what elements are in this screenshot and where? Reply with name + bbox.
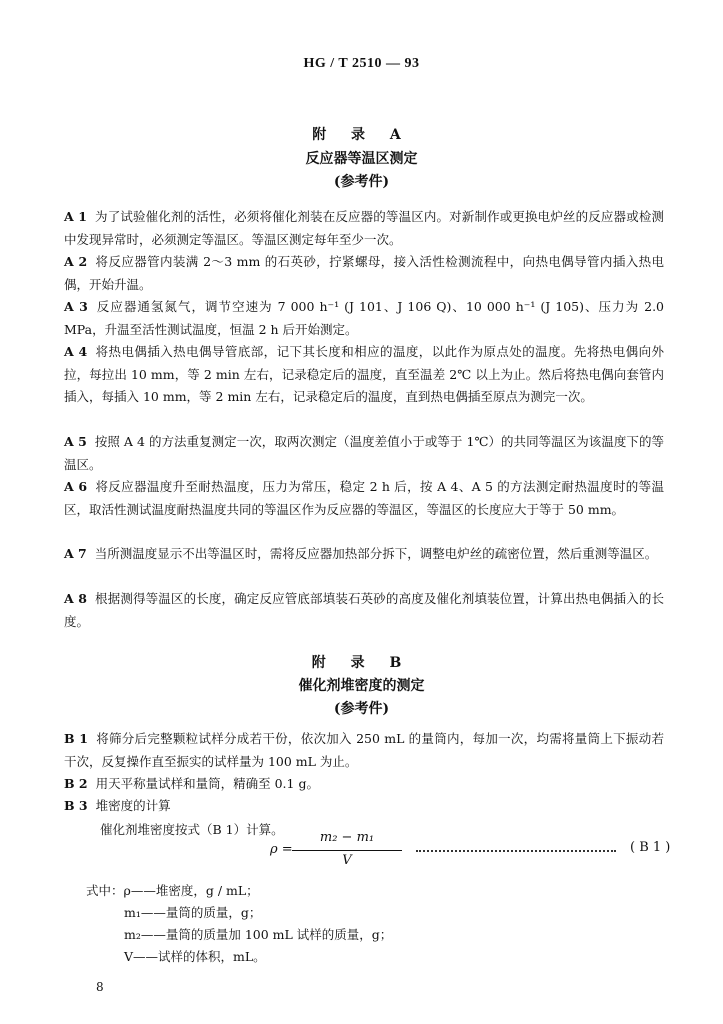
calc-line: 催化剂堆密度按式（B 1）计算。 (100, 822, 284, 837)
formula-fraction (292, 830, 402, 868)
para-label: A 6 (64, 479, 88, 494)
variable-list (86, 880, 392, 968)
para-b2 (64, 773, 664, 796)
para-label: B 1 (64, 731, 88, 746)
para-text: 堆密度的计算 (95, 798, 171, 813)
formula-b1 (270, 830, 680, 870)
page-header: HG / T 2510 — 93 (303, 56, 420, 71)
para-a1 (64, 206, 664, 251)
appendix-b-title: 附 录 B (311, 655, 412, 671)
variable-row: m₁——量筒的质量，g； (124, 905, 262, 920)
page-number: 8 (96, 980, 104, 994)
appendix-a-subtitle: 反应器等温区测定 (305, 151, 418, 167)
para-a6 (64, 476, 664, 521)
para-text: 将反应器温度升至耐热温度，压力为常压，稳定 2 h 后，按 A 4、A 5 的方法测定耐热温度时的等温区，取活性测试温度耐热温度共同的等温区作为反应器的等温区，等温区的长度应大于等于 50 mm。 (64, 479, 665, 517)
para-label: A 4 (64, 344, 88, 359)
variable-row: m₂——量筒的质量加 100 mL 试样的质量，g； (124, 927, 393, 942)
para-label: A 3 (64, 299, 88, 314)
para-text: 为了试验催化剂的活性，必须将催化剂装在反应器的等温区内。对新制作或更换电炉丝的反应器或检测中发现异常时，必须测定等温区。等温区测定每年至少一次。 (64, 209, 664, 247)
para-label: B 3 (64, 798, 88, 813)
formula-numerator: m₂ − m₁ (319, 830, 375, 845)
para-label: A 8 (64, 591, 87, 606)
appendix-b-subtitle: 催化剂堆密度的测定 (298, 678, 425, 694)
para-label: A 1 (64, 209, 87, 224)
appendix-b-note: (参考件) (333, 701, 390, 717)
where-label: 式中： (86, 883, 124, 898)
para-text: 将反应器管内装满 2～3 mm 的石英砂，拧紧螺母，接入活性检测流程中，向热电偶导管内插入热电偶，开始升温。 (64, 254, 664, 292)
para-a5 (64, 431, 664, 476)
para-text: 根据测得等温区的长度，确定反应管底部填装石英砂的高度及催化剂填装位置，计算出热电偶插入的长度。 (64, 591, 664, 629)
para-a2 (64, 251, 664, 296)
para-label: A 2 (64, 254, 88, 269)
para-a4 (64, 341, 664, 409)
para-label: A 5 (64, 434, 87, 449)
variable-row: V——试样的体积，mL。 (124, 949, 266, 964)
para-text: 反应器通氢氮气，调节空速为 7 000 h⁻¹ (J 101、J 106 Q)、10 000 h⁻¹ (J 105)、压力为 2.0 MPa，升温至活性测试温度，恒温 2 h 后开始测定。 (64, 299, 664, 337)
para-text: 将热电偶插入热电偶导管底部，记下其长度和相应的温度，以此作为原点处的温度。先将热电偶向外拉，每拉出 10 mm，等 2 min 左右，记录稳定后的温度，直至温差 2℃ 以上为止。然后将热电偶向套管内插入，每插入 10 mm，等 2 min 左右，记录稳定后的温度，直到热电偶插至原点为测完一次。 (64, 344, 664, 404)
formula-lhs: ρ = (270, 842, 293, 857)
para-text: 用天平称量试样和量筒，精确至 0.1 g。 (95, 776, 319, 791)
para-a3 (64, 296, 664, 341)
formula-denominator: V (342, 853, 352, 868)
appendix-a-title: 附 录 A (312, 127, 411, 143)
appendix-a-note: (参考件) (333, 174, 390, 190)
para-b1 (64, 728, 664, 773)
para-text: 将筛分后完整颗粒试样分成若干份，依次加入 250 mL 的量筒内，每加一次，均需将量筒上下振动若干次，反复操作直至振实的试样量为 100 mL 为止。 (64, 731, 664, 769)
leader-dots (416, 842, 616, 852)
para-label: A 7 (64, 546, 87, 561)
para-text: 当所测温度显示不出等温区时，需将反应器加热部分拆下，调整电炉丝的疏密位置，然后重测等温区。 (94, 546, 658, 561)
para-label: B 2 (64, 776, 88, 791)
variable-def: ρ——堆密度，g / mL； (123, 883, 259, 898)
variable-row (86, 880, 392, 902)
para-text: 按照 A 4 的方法重复测定一次，取两次测定（温度差值小于或等于 1℃）的共同等温区为该温度下的等温区。 (64, 434, 665, 472)
para-a7 (64, 543, 664, 566)
equation-number: ( B 1 ) (630, 840, 671, 855)
para-a8 (64, 588, 664, 633)
